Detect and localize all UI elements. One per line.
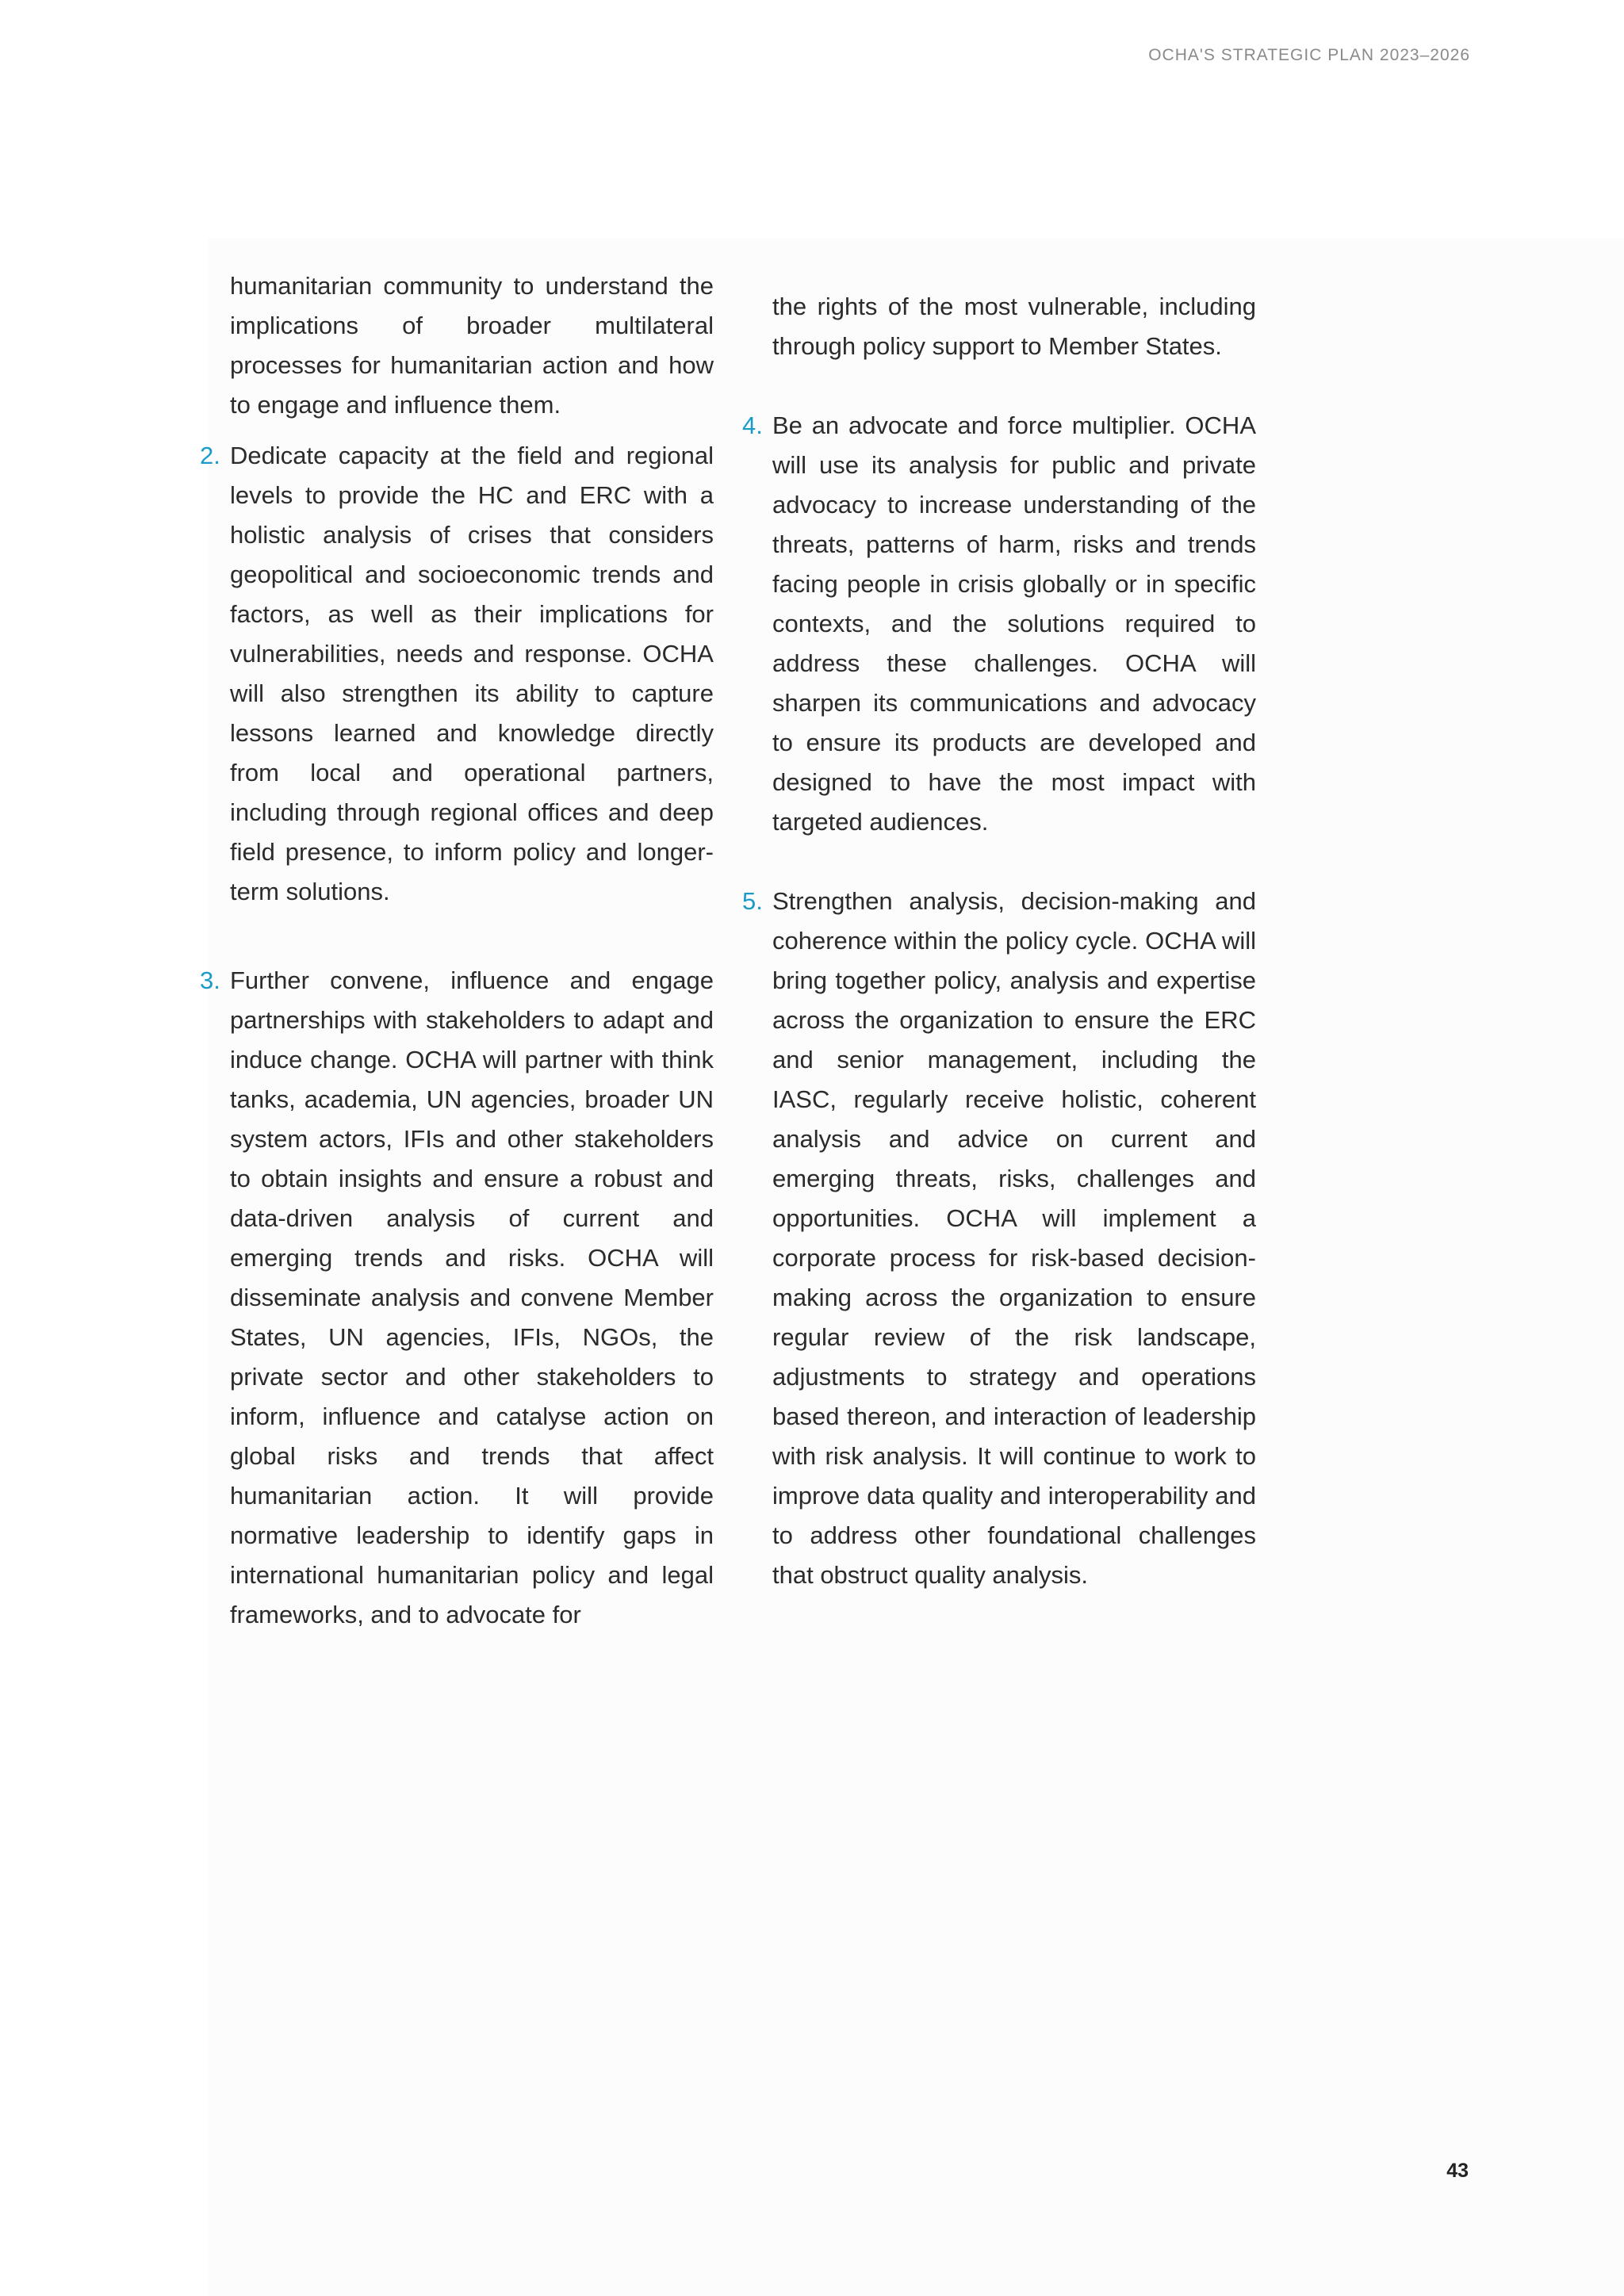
continuation-paragraph: the rights of the most vulnerable, including through policy support to Member States. <box>772 293 1256 360</box>
running-header: OCHA'S STRATEGIC PLAN 2023–2026 <box>1148 46 1470 64</box>
left-column <box>200 266 714 1635</box>
list-number: 2. <box>200 442 220 469</box>
list-item-5 <box>742 882 1256 1595</box>
list-item-text: Be an advocate and force multiplier. OCHA will use its analysis for public and private advocacy to increase understanding of the threats, patterns of harm, risks and trends facing people in crisis globally or in specific contexts, and the solutions required to address these challenges. OCHA will sharpen its communications and advocacy to ensure its products are developed and designed to have the most impact with targeted audiences. <box>772 411 1256 836</box>
right-column <box>742 287 1256 1595</box>
list-number: 3. <box>200 966 220 994</box>
page-number: 43 <box>1446 2160 1469 2182</box>
list-item-4 <box>742 406 1256 842</box>
list-item-2 <box>200 436 714 912</box>
list-item-text: Dedicate capacity at the field and regional levels to provide the HC and ERC with a holistic analysis of crises that considers geopolitical and socioeconomic trends and factors, as well as their implications for vulnerabilities, needs and response. OCHA will also strengthen its ability to capture lessons learned and knowledge directly from local and operational partners, including through regional offices and deep field presence, to inform policy and longer-term solutions. <box>230 442 714 905</box>
list-item-3 <box>200 961 714 1635</box>
continuation-paragraph: humanitarian community to understand the implications of broader multilateral processes for humanitarian action and how to engage and influence them. <box>230 272 714 419</box>
list-item-text: Further convene, influence and engage partnerships with stakeholders to adapt and induce change. OCHA will partner with think tanks, academia, UN agencies, broader UN system actors, IFIs and other stakeholders to obtain insights and ensure a robust and data-driven analysis of current and emerging trends and risks. OCHA will disseminate analysis and convene Member States, UN agencies, IFIs, NGOs, the private sector and other stakeholders to inform, influence and catalyse action on global risks and trends that affect humanitarian action. It will provide normative leadership to identify gaps in international humanitarian policy and legal frameworks, and to advocate for <box>230 966 714 1628</box>
list-number: 5. <box>742 887 763 915</box>
list-number: 4. <box>742 411 763 439</box>
list-item-text: Strengthen analysis, decision-making and coherence within the policy cycle. OCHA will bring together policy, analysis and expertise across the organization to ensure the ERC and senior management, including the IASC, regularly receive holistic, coherent analysis and advice on current and emerging threats, risks, challenges and opportunities. OCHA will implement a corporate process for risk-based decision-making across the organization to ensure regular review of the risk landscape, adjustments to strategy and operations based thereon, and interaction of leadership with risk analysis. It will continue to work to improve data quality and interoperability and to address other foundational challenges that obstruct quality analysis. <box>772 887 1256 1589</box>
